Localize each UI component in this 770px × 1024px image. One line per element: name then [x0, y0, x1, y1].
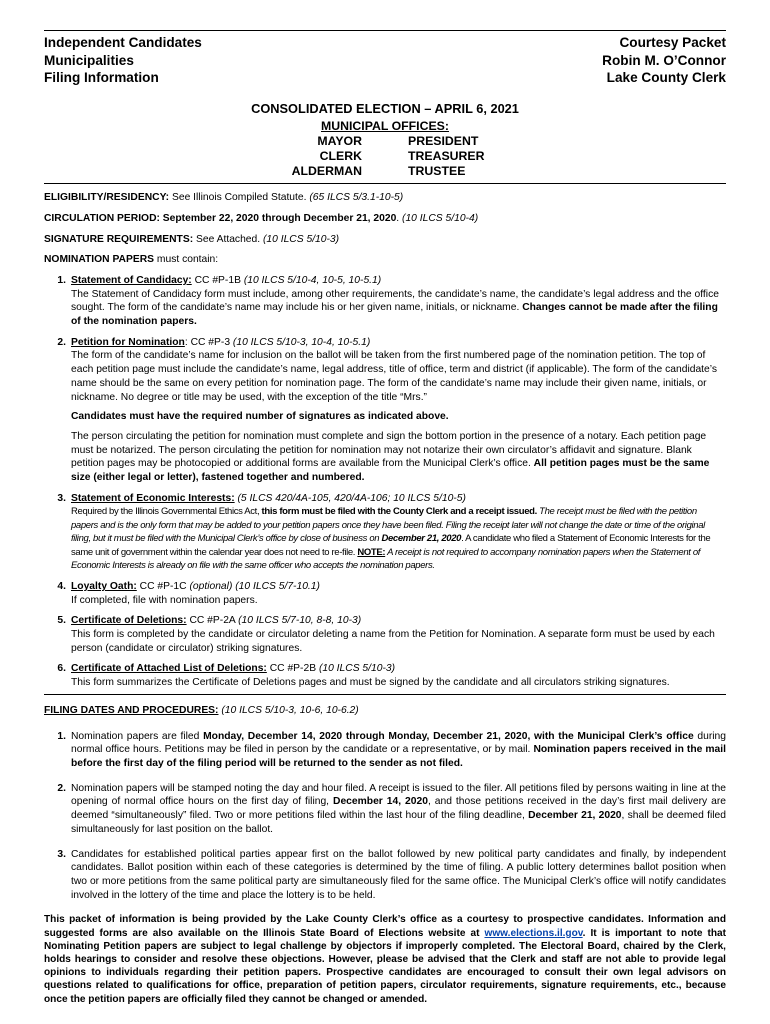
item-text: during normal office hours. Petitions may be filed in person by the candidate or a representative, or by mail. — [71, 730, 726, 756]
item-note-label: NOTE: — [357, 546, 386, 558]
header-left-line-1: Independent Candidates — [44, 35, 202, 50]
header-right-line-1: Courtesy Packet — [619, 35, 726, 50]
filing-item — [44, 782, 726, 837]
item-title: Statement of Candidacy: — [71, 274, 192, 286]
item-body — [71, 580, 726, 607]
item-cite: (optional) (10 ILCS 5/7-10.1) — [189, 580, 320, 592]
item-title: Loyalty Oath: — [71, 580, 137, 592]
offices-column-2 — [362, 134, 518, 179]
item-text: , and those petitions received in the day’s first mail delivery are deemed “simultaneously” filed. Two or more petitions filed within the last hour of the filing deadline, — [71, 796, 726, 822]
footer-notice — [44, 913, 726, 1005]
item-ref: CC #P-1B — [191, 274, 244, 286]
item-heading — [71, 580, 726, 594]
page-header — [44, 31, 726, 87]
list-item — [44, 614, 726, 655]
filing-heading-line — [44, 704, 726, 718]
item-number: 4. — [57, 580, 66, 592]
filing-item — [44, 848, 726, 903]
item-ref: CC #P-2A — [186, 615, 239, 627]
footer-text: . It is important to note that Nominating Petition papers are subject to legal challenge by objectors if improperly completed. The Electoral Board, chaired by the Clerk, holds hearings to consider and resolve these objections. However, please be advised that the Clerk and staff are not able to provide legal opinions to individuals regarding their petition papers. Prospective candidates are encouraged to consult their own legal advisors on questions related to qualifications for office, preparation of petition papers, circulator requirements, signature requirements, etc., because once the petition papers are officially filed they cannot be changed or amended. — [44, 927, 726, 1005]
item-cite: (10 ILCS 5/10-3, 10-4, 10-5.1) — [232, 336, 371, 348]
item-ref: CC #P-2B — [266, 663, 319, 675]
item-number: 2. — [57, 336, 66, 348]
item-text-italic: A receipt is not required to accompany nomination papers when the Statement of Economic Interests is already on file with the same officer who accepts the nomination papers. — [71, 546, 701, 572]
item-paragraph: If completed, file with nomination papers. — [71, 594, 258, 606]
item-text: Nomination papers will be stamped noting the day and hour filed. A receipt is issued to the filer. All petitions filed by persons waiting in line at the opening of normal office hours on the first day of filing, — [71, 782, 726, 808]
list-item — [44, 662, 726, 689]
item-heading — [71, 274, 726, 288]
item-body — [71, 848, 726, 903]
item-paragraph-bold: Candidates must have the required number of signatures as indicated above. — [71, 411, 449, 423]
office-item: MAYOR — [317, 134, 362, 149]
item-body — [71, 336, 726, 485]
item-body — [71, 492, 726, 573]
header-right — [602, 34, 726, 87]
item-text: Required by the Illinois Governmental Ethics Act, — [71, 506, 262, 518]
item-paragraph: The form of the candidate’s name for inclusion on the ballot will be taken from the first numbered page of the nomination petition. The top of each petition page must include the candidate’s name, legal address, title of office, term and district (if applicable). The form of the candidate’s name should be the same on every petition for nomination page. The form of the candidate’s name may include their given name, initials, or nickname. No degree or title may be used, with the exception of the title “Mrs.” — [71, 350, 718, 403]
item-heading — [71, 336, 726, 350]
header-left-line-3: Filing Information — [44, 70, 159, 86]
list-item — [44, 274, 726, 329]
item-heading — [71, 614, 726, 628]
item-heading — [71, 492, 726, 506]
item-ref: CC #P-1C — [136, 580, 190, 592]
item-paragraph: This form summarizes the Certificate of Deletions pages and must be signed by the candidate and all circulators striking signatures. — [71, 677, 670, 689]
item-number: 1. — [57, 730, 66, 742]
office-item: PRESIDENT — [408, 134, 479, 149]
item-text: The Statement of Candidacy form must include, among other requirements, the candidate’s name, the candidate’s legal address and the office sought. The form of the candidate’s name may include his or her given name, initials, or nickname. — [71, 288, 719, 314]
offices-list — [44, 134, 726, 179]
item-text: Nomination papers are filed — [71, 730, 204, 742]
list-item — [44, 580, 726, 607]
circulation-label: CIRCULATION PERIOD: September 22, 2020 through December 21, 2020 — [44, 212, 397, 224]
office-item: TREASURER — [408, 149, 485, 164]
circulation-section — [44, 212, 726, 226]
item-paragraph — [71, 430, 726, 485]
item-ref: : CC #P-3 — [184, 336, 233, 348]
offices-heading: MUNICIPAL OFFICES: — [321, 119, 449, 134]
header-right-line-2: Robin M. O’Connor — [602, 52, 726, 68]
eligibility-section — [44, 191, 726, 205]
item-number: 5. — [57, 615, 66, 627]
item-cite: (10 ILCS 5/7-10, 8-8, 10-3) — [238, 615, 362, 627]
signature-label: SIGNATURE REQUIREMENTS: — [44, 233, 194, 245]
eligibility-cite: (65 ILCS 5/3.1-10-5) — [309, 192, 404, 204]
office-item: ALDERMAN — [291, 164, 362, 179]
filing-heading: FILING DATES AND PROCEDURES: — [44, 704, 219, 716]
item-body — [71, 614, 726, 655]
item-text: . A candidate who filed a Statement of Economic Interests for the same unit of government within the calendar year does not need to re-file. — [71, 533, 711, 558]
item-text-bold: Changes cannot be made after the filing of the nomination papers. — [71, 302, 718, 328]
item-cite: (10 ILCS 5/10-4, 10-5, 10-5.1) — [243, 274, 382, 286]
item-body — [71, 782, 726, 837]
item-date: December 21, 2020 — [528, 810, 622, 822]
item-date: December 21, 2020 — [381, 533, 462, 545]
item-cite: (10 ILCS 5/10-3) — [318, 663, 396, 675]
item-number: 3. — [57, 492, 66, 504]
item-title: Statement of Economic Interests: — [71, 492, 235, 504]
item-text: The person circulating the petition for nomination must complete and sign the bottom portion in the presence of a notary. Each petition page must be notarized. The person circulating the petition for nomination may not notarize their own circulator’s affidavit and signature. Blank petition pages may be photocopied or additional forms are available from the Municipal Clerk’s office. — [71, 430, 707, 470]
item-number: 6. — [57, 663, 66, 675]
signature-section — [44, 233, 726, 247]
circulation-text: . — [396, 212, 403, 224]
item-text-bold: Monday, December 14, 2020 through Monday, December 21, 2020, with the Municipal Clerk’s office — [203, 730, 694, 742]
item-title: Certificate of Deletions: — [71, 615, 187, 627]
item-text-bold: this form must be filed with the County Clerk and a receipt issued. — [261, 506, 537, 518]
eligibility-text: See Illinois Compiled Statute. — [169, 192, 310, 204]
filing-item — [44, 730, 726, 771]
item-text: Candidates for established political parties appear first on the ballot followed by new political party candidates and finally, by independent candidates. Ballot position within each of these categories is determined by the time of filing. A public lottery determines ballot position when two or more petitions from the same political party are simultaneously filed for the same office. The Municipal Clerk’s office will notify candidates involved in the lottery of the time and place the lottery is to be held. — [71, 848, 726, 901]
header-left — [44, 34, 202, 87]
item-paragraph: This form is completed by the candidate or circulator deleting a name from the Petition for Nomination. A separate form must be used by each person (candidate or circulator) striking signatures. — [71, 629, 715, 654]
item-text: , shall be deemed filed simultaneously for last position on the ballot. — [71, 810, 726, 835]
item-title: Certificate of Attached List of Deletions: — [71, 663, 267, 675]
item-cite: (5 ILCS 420/4A-105, 420/4A-106; 10 ILCS 5/10-5) — [234, 492, 466, 504]
signature-text: See Attached. — [193, 233, 263, 245]
item-number: 1. — [57, 274, 66, 286]
signature-cite: (10 ILCS 5/10-3) — [262, 233, 340, 245]
item-text-italic: The receipt must be filed with the petition papers and is the only form that may be added to your petition papers once they have been filed. Filing the receipt later will not change the date or time of the original filing, but it must be filed with the Municipal Clerk’s office by close of business on — [71, 506, 705, 545]
nomination-text: must contain: — [154, 254, 219, 266]
section-rule — [44, 694, 726, 695]
item-number: 3. — [57, 848, 66, 860]
list-item — [44, 492, 726, 573]
item-paragraph — [71, 505, 726, 573]
item-text-bold: All petition pages must be the same size (either legal or letter), fastened together and numbered. — [71, 458, 710, 484]
election-title: CONSOLIDATED ELECTION – APRIL 6, 2021 — [251, 101, 519, 117]
circulation-cite: (10 ILCS 5/10-4) — [402, 212, 479, 224]
nomination-section — [44, 253, 726, 267]
item-heading — [71, 662, 726, 676]
item-title: Petition for Nomination — [71, 336, 185, 348]
item-body — [71, 730, 726, 771]
item-body — [71, 274, 726, 329]
eligibility-label: ELIGIBILITY/RESIDENCY: — [44, 192, 170, 204]
section-rule — [44, 183, 726, 184]
filing-cite: (10 ILCS 5/10-3, 10-6, 10-6.2) — [218, 704, 359, 716]
item-body — [71, 662, 726, 689]
footer-text: This packet of information is being provided by the Lake County Clerk’s office as a courtesy to prospective candidates. Information and suggested forms are also available on the Illinois State Board of Elections website at — [44, 914, 726, 939]
list-item — [44, 336, 726, 485]
office-item: CLERK — [319, 149, 362, 164]
offices-column-1 — [252, 134, 362, 179]
item-date: December 14, 2020 — [333, 796, 428, 808]
office-item: TRUSTEE — [408, 164, 466, 179]
item-paragraph — [71, 288, 726, 329]
header-right-line-3: Lake County Clerk — [606, 70, 726, 86]
item-number: 2. — [57, 782, 66, 794]
nomination-label: NOMINATION PAPERS — [44, 254, 155, 266]
header-left-line-2: Municipalities — [44, 52, 134, 68]
elections-website-link[interactable]: www.elections.il.gov — [484, 927, 583, 939]
item-text-bold: Nomination papers received in the mail before the first day of the filing period will be returned to the sender as not filed. — [71, 744, 726, 769]
